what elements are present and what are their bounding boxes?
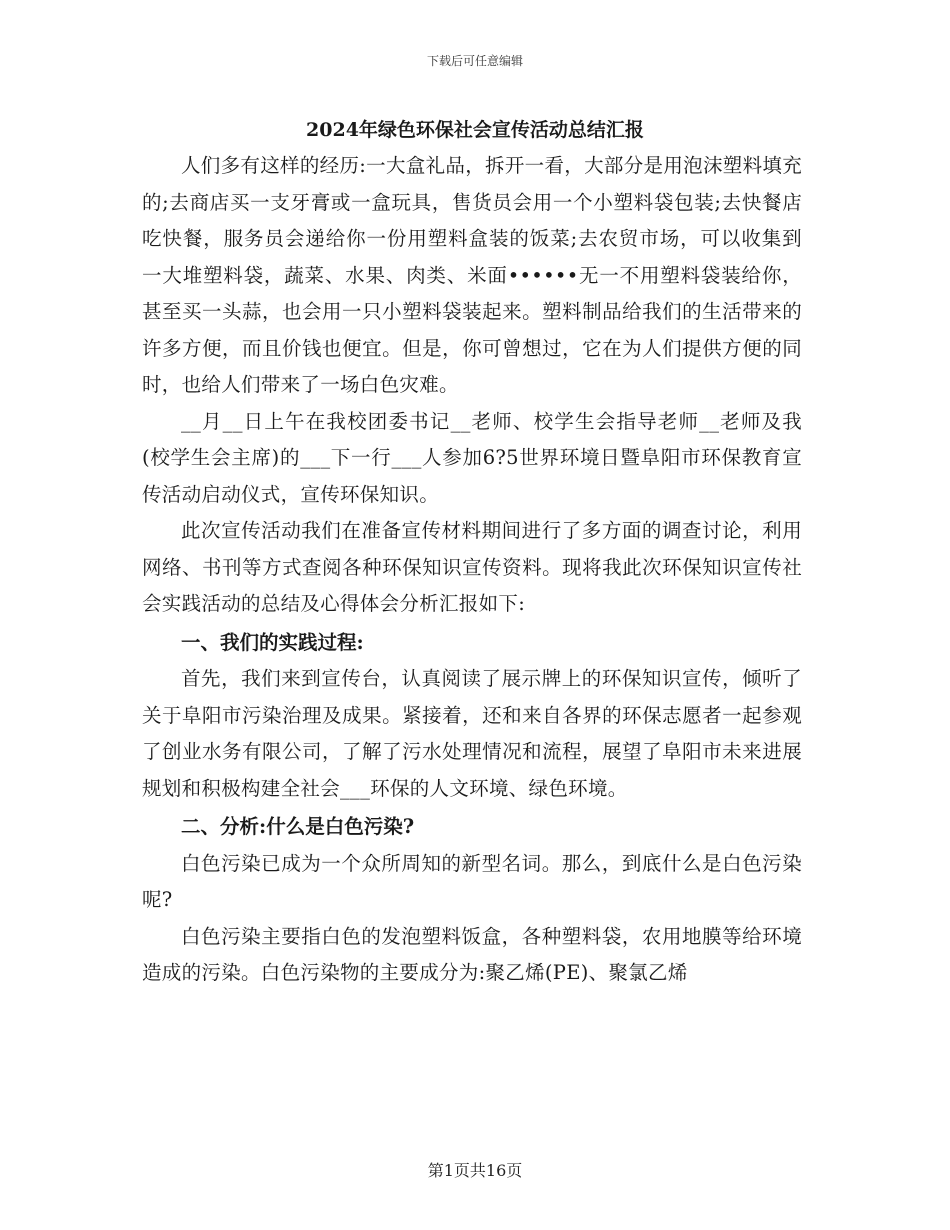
paragraph-intro: 人们多有这样的经历:一大盒礼品，拆开一看，大部分是用泡沫塑料填充的;去商店买一支牙膏或一盒玩具，售货员会用一个小塑料袋包装;去快餐店吃快餐，服务员会递给你一份用塑料盒装的饭菜;去农贸市场，可以收集到一大堆塑料袋，蔬菜、水果、肉类、米面••••••无一不用塑料袋装给你，甚至买一头蒜，也会用一只小塑料袋装起来。塑料制品给我们的生活带来的许多方便，而且价钱也便宜。但是，你可曾想过，它在为人们提供方便的同时，也给人们带来了一场白色灾难。 [142, 154, 802, 396]
section-heading-analysis: 二、分析:什么是白色污染? [181, 815, 415, 838]
paragraph-preparation: 此次宣传活动我们在准备宣传材料期间进行了多方面的调查讨论，利用网络、书刊等方式查阅各种环保知识宣传资料。现将我此次环保知识宣传社会实践活动的总结及心得体会分析汇报如下: [142, 519, 802, 615]
page-number: 第1页共16页 [427, 1161, 523, 1180]
paragraph-analysis-1: 白色污染已成为一个众所周知的新型名词。那么，到底什么是白色污染呢? [142, 851, 802, 911]
section-heading-practice: 一、我们的实践过程: [181, 630, 364, 654]
document-body [142, 148, 802, 992]
paragraph-practice: 首先，我们来到宣传台，认真阅读了展示牌上的环保知识宣传，倾听了关于阜阳市污染治理及成果。紧接着，还和来自各界的环保志愿者一起参观了创业水务有限公司，了解了污水处理情况和流程，展望了阜阳市未来进展规划和积极构建全社会___环保的人文环境、绿色环境。 [142, 667, 802, 800]
paragraph-analysis-2: 白色污染主要指白色的发泡塑料饭盒，各种塑料袋，农用地膜等给环境造成的污染。白色污染物的主要成分为:聚乙烯(PE)、聚氯乙烯 [142, 924, 802, 984]
document-title: 2024年绿色环保社会宣传活动总结汇报 [306, 119, 644, 141]
header-note: 下载后可任意编辑 [426, 54, 523, 68]
paragraph-event: __月__日上午在我校团委书记__老师、校学生会指导老师__老师及我(校学生会主席)的___下一行___人参加6?5世界环境日暨阜阳市环保教育宣传活动启动仪式，宣传环保知识。 [142, 409, 802, 506]
